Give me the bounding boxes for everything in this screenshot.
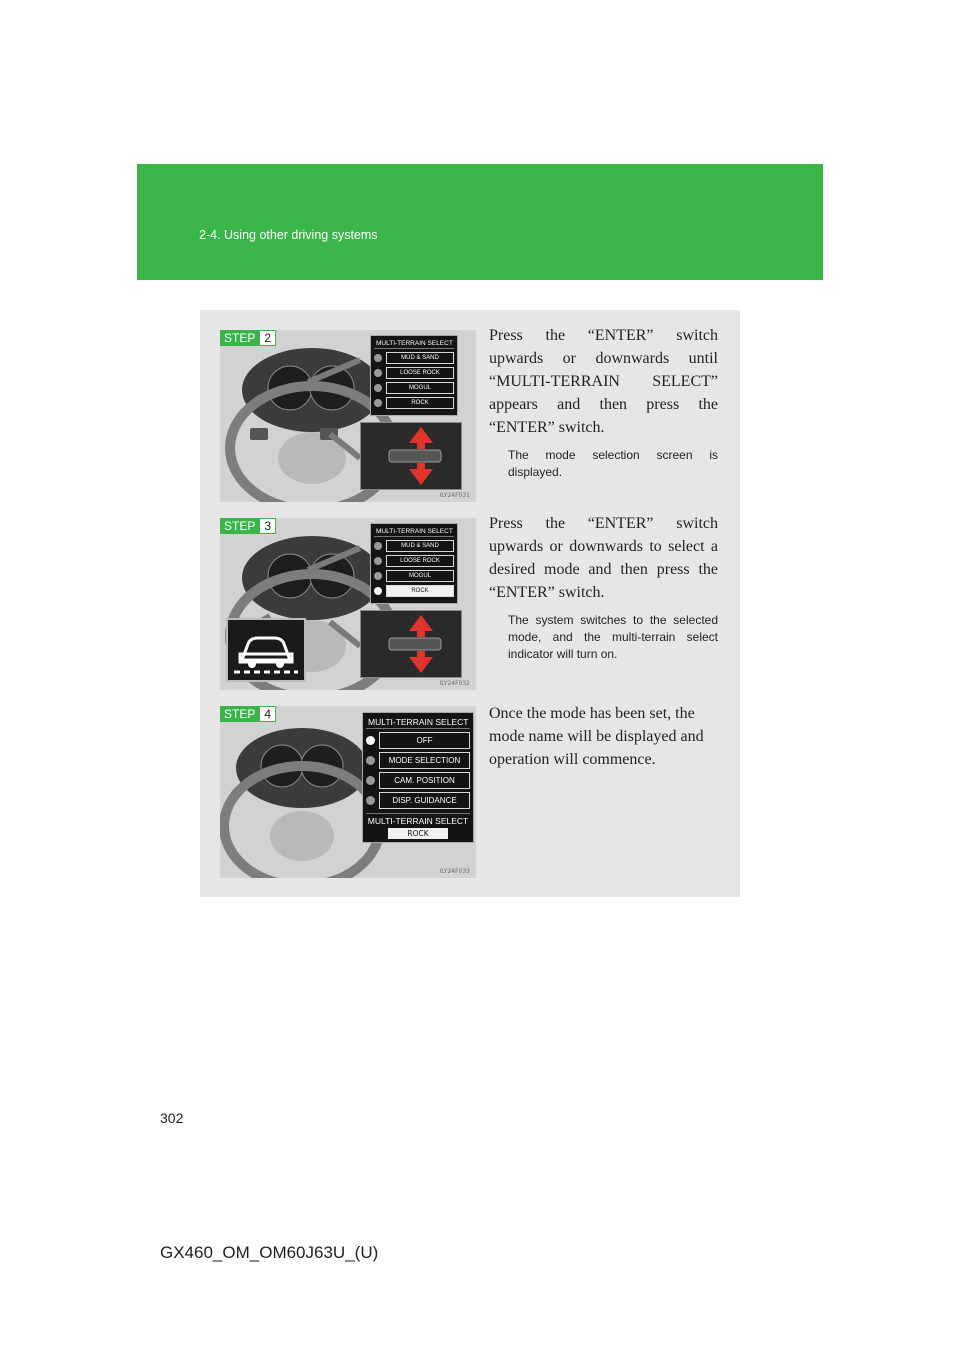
option-mud-sand: MUD & SAND (386, 352, 454, 364)
screen-option-row (374, 570, 454, 582)
screen-option-row (366, 792, 470, 809)
radio-dot-selected-icon (366, 736, 375, 745)
screen-option-row (374, 397, 454, 409)
screen-option-row (374, 540, 454, 552)
step-2-figure (220, 330, 476, 502)
screen-option-row (374, 585, 454, 597)
figure-code: ILY24F032 (439, 680, 470, 687)
mode-selection-screen (370, 523, 458, 604)
screen-title: MULTI-TERRAIN SELECT (376, 528, 453, 535)
step-instruction: Press the “ENTER” switch upwards or downwards until “MULTI-TERRAIN SELECT” appears and then press the “ENTER” switch. (489, 327, 718, 436)
step-instruction: Once the mode has been set, the mode name will be displayed and operation will commence. (489, 705, 704, 768)
step-2-text (489, 324, 718, 481)
radio-dot-icon (374, 557, 382, 565)
radio-dot-icon (374, 354, 382, 362)
multi-terrain-indicator-icon (228, 620, 304, 680)
screen-option-row (366, 732, 470, 749)
mode-selection-screen (370, 335, 458, 416)
radio-dot-selected-icon (374, 587, 382, 595)
step-4-text (489, 702, 718, 771)
option-mud-sand: MUD & SAND (386, 540, 454, 552)
option-mogul: MOGUL (386, 570, 454, 582)
step-3-text (489, 512, 718, 663)
step-4-figure (220, 706, 476, 878)
radio-dot-icon (366, 796, 375, 805)
screen-option-row (374, 352, 454, 364)
document-code: GX460_OM_OM60J63U_(U) (160, 1243, 379, 1262)
screen-footer-title: MULTI-TERRAIN SELECT (366, 813, 470, 826)
screen-option-row (366, 752, 470, 769)
step-note: The mode selection screen is displayed. (508, 448, 718, 479)
step-badge: STEP 4 (220, 706, 276, 722)
option-loose-rock: LOOSE ROCK (386, 367, 454, 379)
figure-code: ILY24F031 (439, 492, 470, 499)
screen-option-row (374, 367, 454, 379)
radio-dot-icon (374, 542, 382, 550)
radio-dot-icon (374, 572, 382, 580)
step-instruction: Press the “ENTER” switch upwards or downwards to select a desired mode and then press the “ENTER” switch. (489, 515, 718, 601)
enter-switch-inset (360, 610, 462, 678)
enter-switch-arrows-icon (361, 611, 461, 677)
option-loose-rock: LOOSE ROCK (386, 555, 454, 567)
section-title: 2-4. Using other driving systems (199, 228, 378, 242)
step-badge: STEP 3 (220, 518, 276, 534)
radio-dot-icon (366, 776, 375, 785)
screen-option-row (374, 555, 454, 567)
multi-terrain-menu-screen (362, 712, 474, 843)
figure-code: ILY24F033 (439, 868, 470, 875)
option-rock: ROCK (386, 397, 454, 409)
screen-title: MULTI-TERRAIN SELECT (376, 340, 453, 347)
radio-dot-icon (366, 756, 375, 765)
enter-switch-arrows-icon (361, 423, 461, 489)
radio-dot-icon (374, 384, 382, 392)
screen-option-row (366, 772, 470, 789)
page-number: 302 (160, 1110, 184, 1126)
section-header-bar (137, 164, 823, 280)
screen-option-row (374, 382, 454, 394)
option-disp-guidance: DISP. GUIDANCE (379, 792, 470, 809)
radio-dot-icon (374, 369, 382, 377)
screen-footer-mode-value: ROCK (388, 828, 448, 839)
option-mode-selection: MODE SELECTION (379, 752, 470, 769)
enter-switch-inset (360, 422, 462, 490)
screen-title: MULTI-TERRAIN SELECT (368, 717, 469, 727)
option-rock-selected: ROCK (386, 585, 454, 597)
option-mogul: MOGUL (386, 382, 454, 394)
option-off: OFF (379, 732, 470, 749)
step-badge: STEP 2 (220, 330, 276, 346)
step-note: The system switches to the selected mode, and the multi-terrain select indicator will turn on. (508, 613, 718, 661)
terrain-indicator-inset (226, 618, 306, 682)
step-3-figure (220, 518, 476, 690)
radio-dot-icon (374, 399, 382, 407)
option-cam-position: CAM. POSITION (379, 772, 470, 789)
